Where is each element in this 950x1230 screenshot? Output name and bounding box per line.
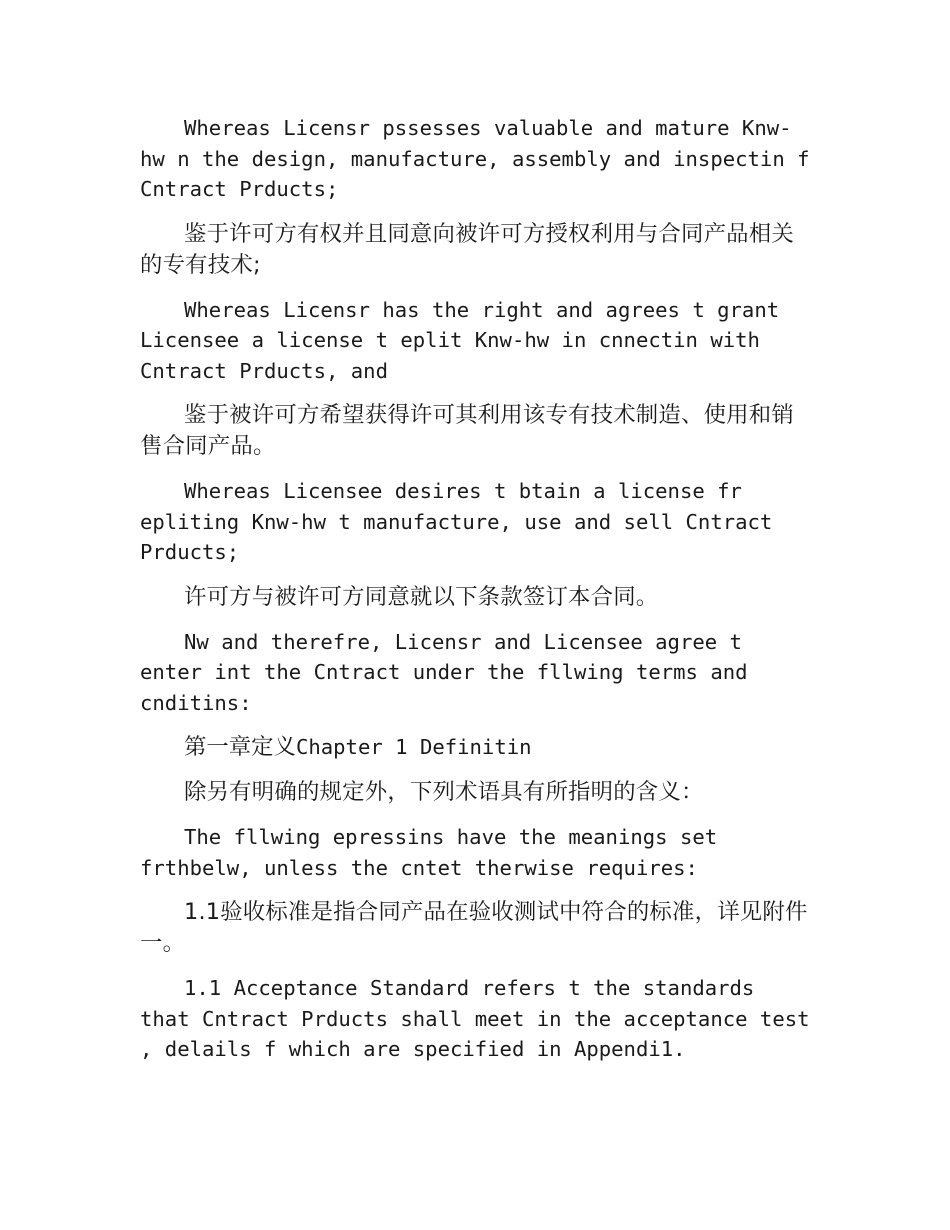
paragraph-zh-acceptance-standard: 1.1验收标准是指合同产品在验收测试中符合的标准，详见附件一。 [140, 899, 808, 956]
paragraph-zh-licensee-desire: 鉴于被许可方希望获得许可其利用该专有技术制造、使用和销售合同产品。 [140, 402, 794, 459]
paragraph-zh-definitions-intro: 除另有明确的规定外，下列术语具有所指明的含义： [184, 779, 704, 805]
paragraph-zh-agreement: 许可方与被许可方同意就以下条款签订本合同。 [184, 583, 659, 610]
paragraph-whereas-licensor-right: Whereas Licensr has the right and agrees t grant Licensee a license t eplit Knw-hw in cnnectin with Cntract Prducts, and [140, 297, 792, 383]
paragraph-whereas-licensor-possesses: Whereas Licensr pssesses valuable and mature Knw-hw n the design, manufacture, assembly and inspectin f Cntract Prducts; [140, 116, 822, 201]
paragraph-now-therefore: Nw and therefre, Licensr and Licensee agree t enter int the Cntract under the fllwing terms and cnditins: [140, 629, 760, 715]
chapter-heading [140, 732, 815, 763]
chapter-heading-en: Chapter 1 Definitin [295, 735, 532, 759]
paragraph-acceptance-standard: 1.1 Acceptance Standard refers t the standards that Cntract Prducts shall meet in the acceptance test , delails f which are specified in Appendi1. [140, 976, 822, 1061]
paragraph-whereas-licensee-desires: Whereas Licensee desires t btain a license fr epliting Knw-hw t manufacture, use and sell Cntract Prducts; [140, 479, 785, 564]
paragraph-definitions-intro: The fllwing epressins have the meanings set frthbelw, unless the cntet therwise requires: [140, 825, 730, 880]
chapter-heading-zh: 第一章定义 [184, 734, 296, 760]
paragraph-zh-licensor-right: 鉴于许可方有权并且同意向被许可方授权利用与合同产品相关的专有技术; [140, 220, 794, 278]
document-body [140, 113, 822, 1079]
